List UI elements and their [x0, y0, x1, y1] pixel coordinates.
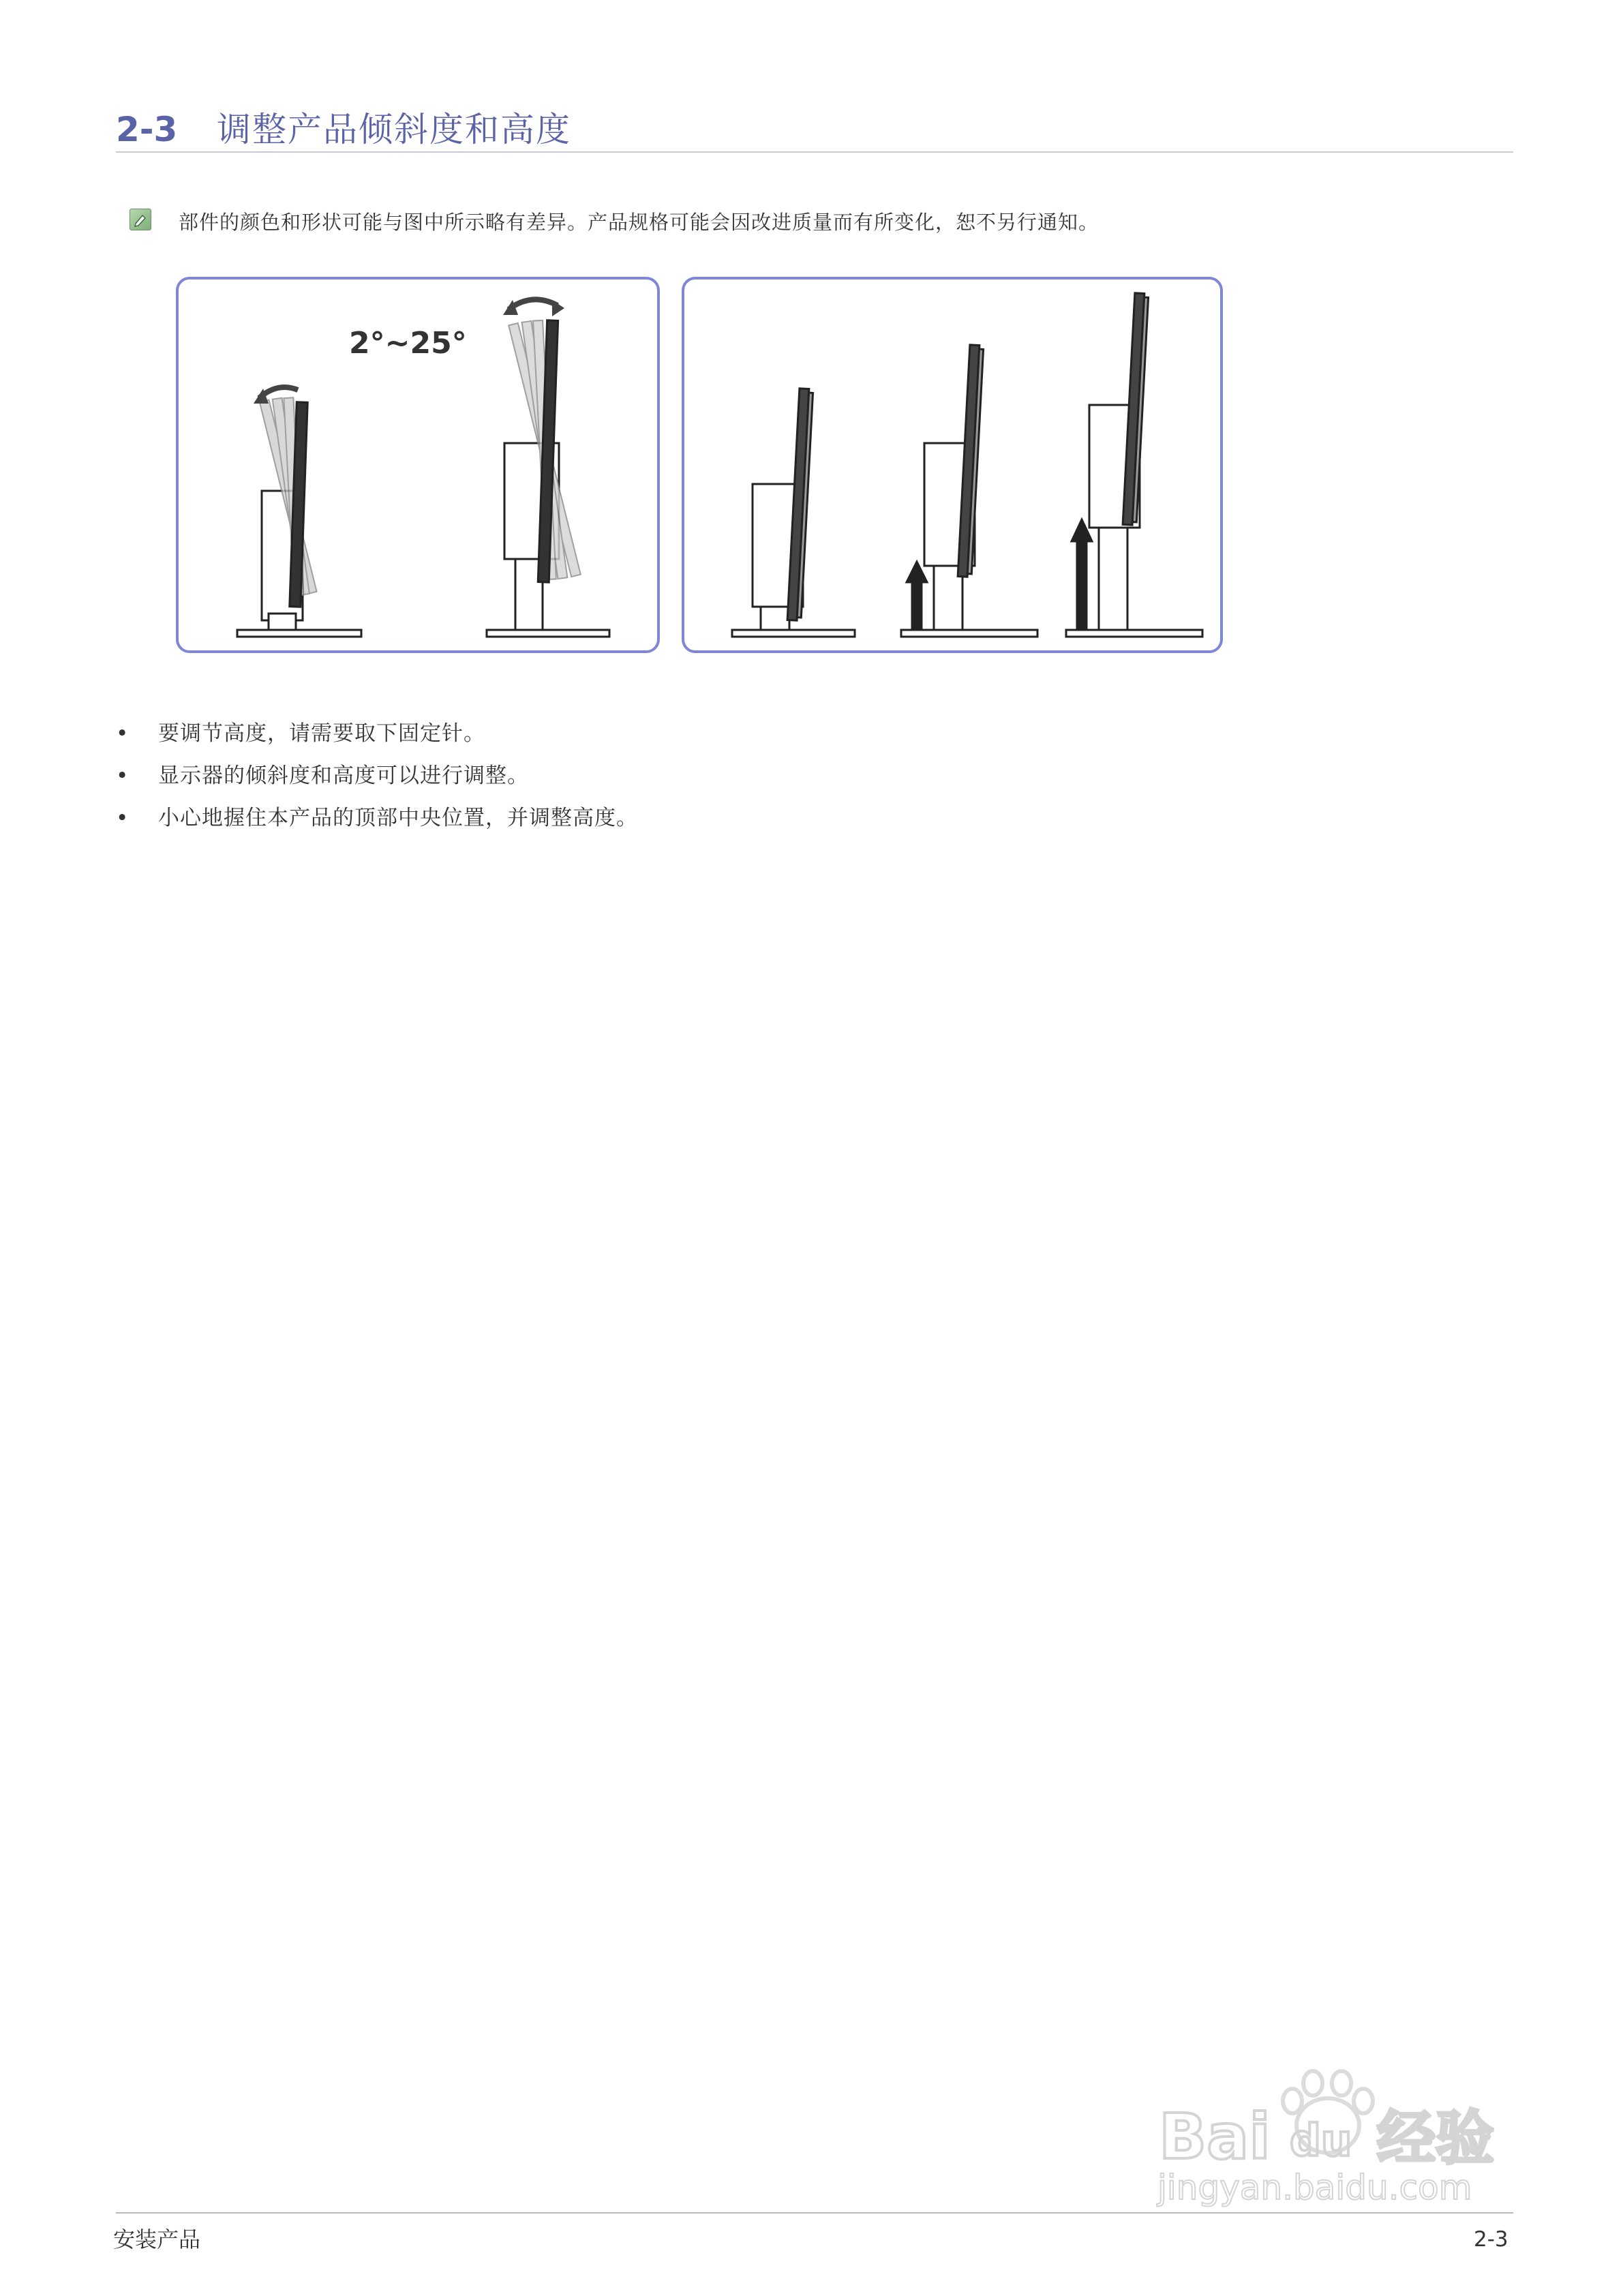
- monitor-height-high: [1066, 293, 1202, 637]
- bullet-dot: •: [116, 806, 130, 830]
- title-divider: [116, 151, 1513, 153]
- monitor-left-tilt: [237, 387, 361, 637]
- svg-text:du: du: [1290, 2116, 1352, 2166]
- section-title: 调整产品倾斜度和高度: [217, 110, 571, 149]
- section-number: 2-3: [116, 110, 178, 149]
- tilt-illustration: [176, 277, 660, 653]
- bullet-text: 显示器的倾斜度和高度可以进行调整。: [158, 764, 529, 788]
- tilt-range-label: 2°~25°: [349, 326, 467, 361]
- footer-chapter: 安装产品: [113, 2226, 201, 2252]
- svg-text:经验: 经验: [1377, 2104, 1494, 2173]
- bullet-text: 要调节高度，请需要取下固定针。: [158, 721, 485, 746]
- monitor-right-tilt: [487, 299, 609, 637]
- footer-page-number: 2-3: [1474, 2227, 1508, 2252]
- svg-text:Bai: Bai: [1159, 2100, 1271, 2173]
- bullet-dot: •: [116, 764, 130, 788]
- height-illustration: [682, 277, 1223, 653]
- monitor-height-mid: [901, 345, 1037, 637]
- bullet-dot: •: [116, 721, 130, 746]
- note-icon: [130, 209, 151, 230]
- monitor-height-low: [732, 389, 855, 637]
- bullet-text: 小心地握住本产品的顶部中央位置，并调整高度。: [158, 806, 638, 830]
- baidu-jingyan-watermark: [1145, 2038, 1527, 2209]
- note-text: 部件的颜色和形状可能与图中所示略有差异。产品规格可能会因改进质量而有所变化，恕不另行通知。: [179, 211, 1099, 234]
- svg-text:jingyan.baidu.com: jingyan.baidu.com: [1157, 2168, 1472, 2207]
- footer-divider: [116, 2212, 1513, 2214]
